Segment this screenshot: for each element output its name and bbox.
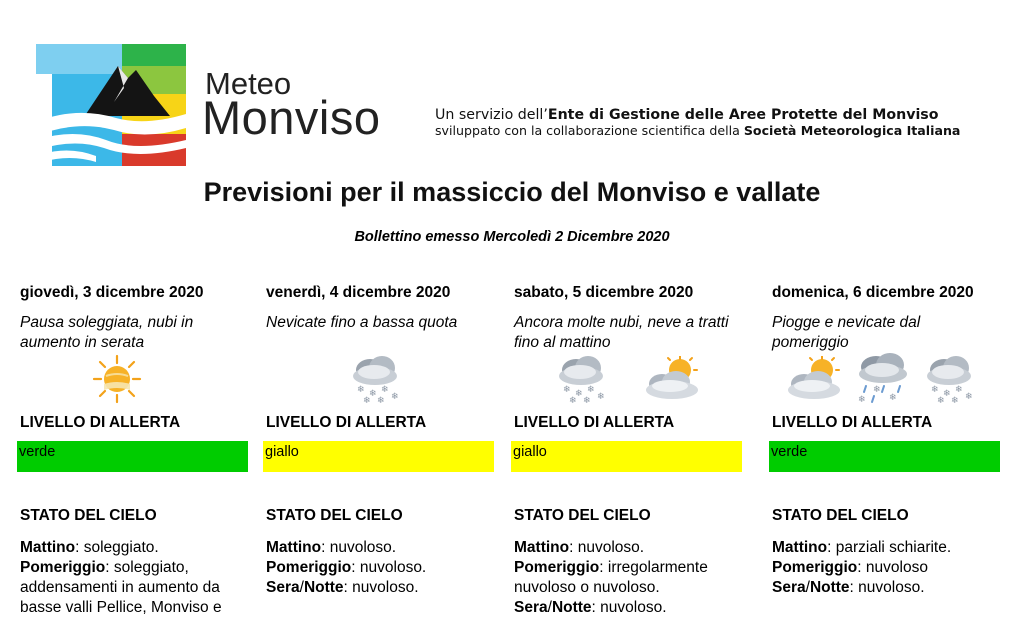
morning-label: Mattino [266,539,322,556]
alert-level-heading: LIVELLO DI ALLERTA [514,414,675,431]
evening-label: Sera [514,599,548,616]
evening-label: Sera [772,579,806,596]
svg-text:❄: ❄ [937,396,945,404]
sky-afternoon-value: soleggiato, [113,559,189,576]
day-summary-line: Piogge e nevicate dal [772,314,921,331]
tagline-line1-bold: Ente di Gestione delle Aree Protette del Monviso [547,107,939,123]
evening-label: Sera [266,579,300,596]
meteo-monviso-logo [36,44,186,166]
sky-state-heading: STATO DEL CIELO [772,507,909,524]
day-date: venerdì, 4 dicembre 2020 [266,284,451,301]
alert-level-bar: giallo [511,441,742,472]
sky-afternoon-value-cont: nuvoloso o nuvoloso. [514,579,660,596]
sun-hazy-icon [90,354,144,404]
snow-cloud-icon [922,352,976,404]
day-summary-line: Ancora molte nubi, neve a tratti [514,314,729,331]
night-label: Notte [551,599,592,616]
tagline-line2-pre: sviluppato con la collaborazione scientifica della [435,123,744,138]
sky-morning-value: nuvoloso. [577,539,645,556]
svg-text:❄: ❄ [873,385,881,395]
day-summary-line: Nevicate fino a bassa quota [266,314,458,331]
alert-level-heading: LIVELLO DI ALLERTA [266,414,427,431]
tagline [435,106,960,138]
day-summary-line: Pausa soleggiata, nubi in [20,314,194,331]
sky-afternoon-value: nuvoloso [865,559,928,576]
svg-text:❄: ❄ [889,393,897,403]
day-summary [266,313,502,333]
sky-afternoon-line: Pomeriggio: nuvoloso [772,559,928,576]
sky-morning-line: Mattino: nuvoloso. [266,539,397,556]
night-label: Notte [303,579,344,596]
sky-evening-line: Sera/Notte: nuvoloso. [772,579,925,596]
weather-icons [514,350,750,410]
day-summary-line: aumento in serata [20,334,145,351]
sky-state-details [772,538,1008,598]
svg-text:❄: ❄ [943,389,951,399]
night-label: Notte [809,579,850,596]
sky-state-heading: STATO DEL CIELO [514,507,651,524]
sky-evening-line: Sera/Notte: nuvoloso. [266,579,419,596]
day-summary-line: pomeriggio [772,334,849,351]
day-summary-line: fino al mattino [514,334,611,351]
svg-text:❄: ❄ [583,396,591,404]
weather-icons [266,350,502,410]
page-title: Previsioni per il massiccio del Monviso e vallate [203,177,821,207]
afternoon-label: Pomeriggio [772,559,858,576]
sky-morning-line: Mattino: parziali schiarite. [772,539,952,556]
alert-level-bar: verde [17,441,248,472]
afternoon-label: Pomeriggio [514,559,600,576]
svg-text:❄: ❄ [931,385,939,395]
sky-afternoon-value: irregolarmente [607,559,708,576]
day-summary [20,313,256,353]
sky-afternoon-value-cont: basse valli Pellice, Monviso e [20,599,222,616]
alert-level-bar: giallo [263,441,494,472]
day-column-4 [772,284,1008,618]
partly-cloudy-icon [784,356,846,400]
sky-state-details [266,538,502,598]
day-date: sabato, 5 dicembre 2020 [514,284,694,301]
day-column-1 [20,284,256,618]
sky-evening-value: nuvoloso. [352,579,419,596]
svg-text:❄: ❄ [363,396,371,404]
sky-evening-value: nuvoloso. [600,599,667,616]
day-date: giovedì, 3 dicembre 2020 [20,284,204,301]
sky-evening-line: Sera/Notte: nuvoloso. [514,599,667,616]
bulletin-issue-date: Bollettino emesso Mercoledì 2 Dicembre 2020 [354,229,670,245]
sleet-cloud-icon [854,350,912,406]
snow-cloud-icon [348,352,402,404]
sky-afternoon-line: Pomeriggio: irregolarmente [514,559,708,576]
svg-text:❄: ❄ [377,396,385,404]
afternoon-label: Pomeriggio [266,559,352,576]
sky-morning-line: Mattino: soleggiato. [20,539,159,556]
svg-text:❄: ❄ [569,396,577,404]
brand-monviso: Monviso [202,91,381,144]
sky-morning-value: soleggiato. [83,539,159,556]
day-column-2 [266,284,502,618]
svg-text:❄: ❄ [357,385,365,395]
sky-state-heading: STATO DEL CIELO [20,507,157,524]
brand-meteo: Meteo [205,66,292,101]
morning-label: Mattino [772,539,828,556]
weather-icons [20,350,256,410]
day-summary [772,313,1008,353]
sky-afternoon-value: nuvoloso. [359,559,427,576]
sky-evening-value: nuvoloso. [858,579,925,596]
svg-text:❄: ❄ [381,385,389,395]
sky-morning-line: Mattino: nuvoloso. [514,539,645,556]
svg-text:❄: ❄ [955,385,963,395]
svg-text:❄: ❄ [369,389,377,399]
weather-icons [772,350,1008,410]
snow-cloud-icon [554,352,608,404]
morning-label: Mattino [514,539,570,556]
sky-afternoon-line: Pomeriggio: soleggiato, [20,559,189,576]
morning-label: Mattino [20,539,76,556]
partly-cloudy-icon [642,356,704,400]
svg-text:❄: ❄ [575,389,583,399]
svg-text:❄: ❄ [597,392,605,402]
tagline-line2-bold: Società Meteorologica Italiana [743,123,961,138]
sky-morning-value: parziali schiarite. [835,539,952,556]
alert-level-bar: verde [769,441,1000,472]
svg-text:❄: ❄ [391,392,399,402]
svg-text:❄: ❄ [965,392,973,402]
sky-morning-value: nuvoloso. [329,539,397,556]
svg-text:❄: ❄ [951,396,959,404]
sky-afternoon-value-cont: addensamenti in aumento da [20,579,220,596]
svg-text:❄: ❄ [563,385,571,395]
day-column-3 [514,284,750,618]
svg-text:❄: ❄ [858,395,866,405]
sky-afternoon-line: Pomeriggio: nuvoloso. [266,559,427,576]
afternoon-label: Pomeriggio [20,559,106,576]
svg-text:❄: ❄ [587,385,595,395]
tagline-line1-pre: Un servizio dell’ [435,107,548,123]
day-summary [514,313,750,353]
sky-state-heading: STATO DEL CIELO [266,507,403,524]
alert-level-heading: LIVELLO DI ALLERTA [20,414,181,431]
sky-state-details [20,538,256,618]
day-date: domenica, 6 dicembre 2020 [772,284,974,301]
alert-level-heading: LIVELLO DI ALLERTA [772,414,933,431]
sky-state-details [514,538,750,618]
